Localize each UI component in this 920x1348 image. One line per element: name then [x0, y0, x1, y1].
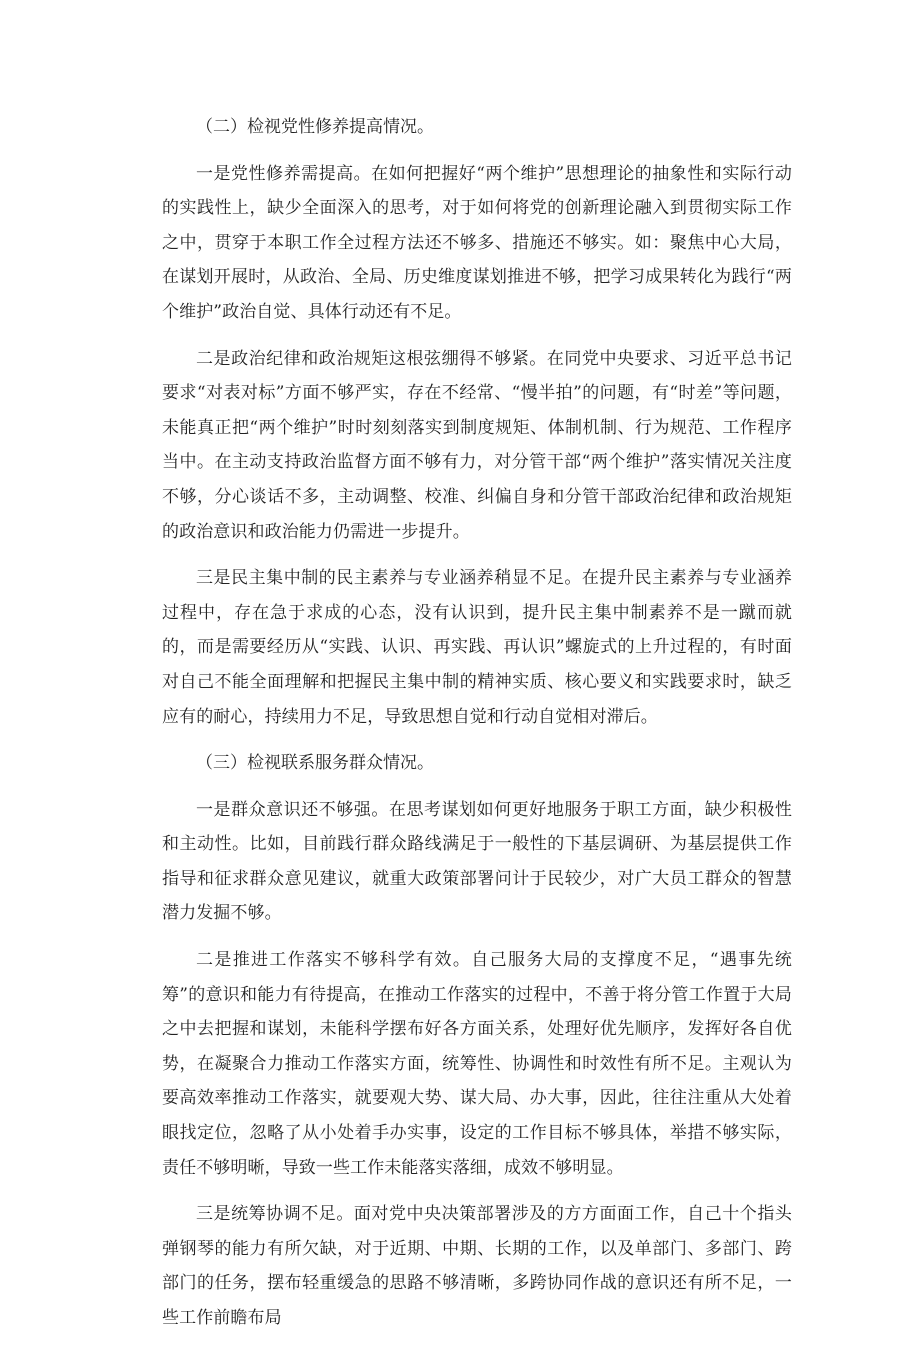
paragraph: 一是群众意识还不够强。在思考谋划如何更好地服务于职工方面，缺少积极性和主动性。比如，目前践行群众路线满足于一般性的下基层调研、为基层提供工作指导和征求群众意见建议，就重大政策部署问计于民较少，对广大员工群众的智慧潜力发掘不够。 [162, 799, 792, 924]
paragraph: 一是党性修养需提高。在如何把握好“两个维护”思想理论的抽象性和实际行动的实践性上，缺少全面深入的思考，对于如何将党的创新理论融入到贯彻实际工作之中，贯穿于本职工作全过程方法还不够多、措施还不够实。如：聚焦中心大局，在谋划开展时，从政治、全局、历史维度谋划推进不够，把学习成果转化为践行“两个维护”政治自觉、具体行动还有不足。 [162, 163, 792, 322]
paragraph: 三是民主集中制的民主素养与专业涵养稍显不足。在提升民主素养与专业涵养过程中，存在急于求成的心态，没有认识到，提升民主集中制素养不是一蹴而就的，而是需要经历从“实践、认识、再实践、再认识”螺旋式的上升过程的，有时面对自己不能全面理解和把握民主集中制的精神实质、核心要义和实践要求时，缺乏应有的耐心，持续用力不足，导致思想自觉和行动自觉相对滞后。 [162, 568, 792, 727]
section-heading-2: （二）检视党性修养提高情况。 [196, 117, 434, 137]
paragraph: 二是政治纪律和政治规矩这根弦绷得不够紧。在同党中央要求、习近平总书记要求“对表对标”方面不够严实，存在不经常、“慢半拍”的问题，有“时差”等问题，未能真正把“两个维护”时时刻刻落实到制度规矩、体制机制、行为规范、工作程序当中。在主动支持政治监督方面不够有力，对分管干部“两个维护”落实情况关注度不够，分心谈话不多，主动调整、校准、纠偏自身和分管干部政治纪律和政治规矩的政治意识和政治能力仍需进一步提升。 [162, 348, 792, 542]
section-heading-3: （三）检视联系服务群众情况。 [196, 753, 434, 774]
document-body [162, 110, 792, 1348]
paragraph: 三是统筹协调不足。面对党中央决策部署涉及的方方面面工作，自己十个指头弹钢琴的能力有所欠缺，对于近期、中期、长期的工作，以及单部门、多部门、跨部门的任务，摆布轻重缓急的思路不够清晰，多跨协同作战的意识还有所不足，一些工作前瞻布局 [162, 1204, 792, 1328]
paragraph: 二是推进工作落实不够科学有效。自己服务大局的支撑度不足，“遇事先统筹”的意识和能力有待提高，在推动工作落实的过程中，不善于将分管工作置于大局之中去把握和谋划，未能科学摆布好各方面关系，处理好优先顺序，发挥好各自优势，在凝聚合力推动工作落实方面，统筹性、协调性和时效性有所不足。主观认为要高效率推动工作落实，就要观大势、谋大局、办大事，因此，往往注重从大处着眼找定位，忽略了从小处着手办实事，设定的工作目标不够具体，举措不够实际，责任不够明晰，导致一些工作未能落实落细，成效不够明显。 [162, 950, 792, 1178]
